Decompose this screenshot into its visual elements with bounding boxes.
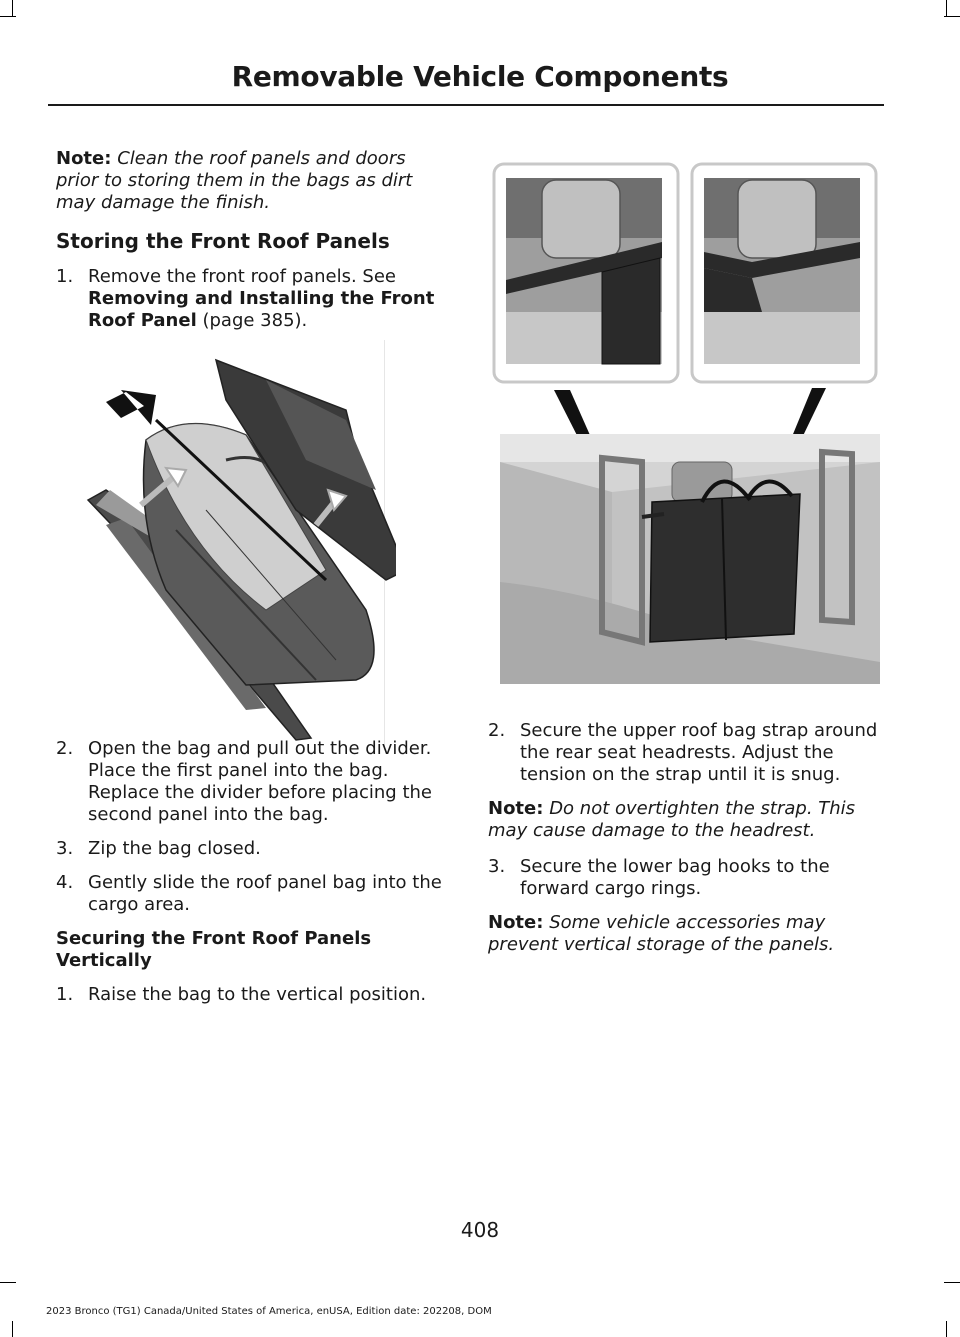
crop-mark [12, 1321, 13, 1337]
crop-mark [944, 16, 960, 17]
roof-panel-bag-vertical [642, 481, 800, 642]
left-column-top [56, 148, 450, 344]
footer-edition-info: 2023 Bronco (TG1) Canada/United States of America, enUSA, Edition date: 202208, DOM [46, 1306, 492, 1317]
headrest-strap-illustration [492, 162, 880, 690]
step-open-bag: 2. Open the bag and pull out the divider. Place the first panel into the bag. Replace the divider before placing the second panel into the bag. [56, 738, 432, 825]
cross-reference-link[interactable]: Removing and Installing the Front Roof Panel [88, 288, 435, 331]
step-secure-strap: 2. Secure the upper roof bag strap around the rear seat headrests. Adjust the tension on the strap until it is snug. [488, 720, 878, 785]
step-secure-hooks: 3. Secure the lower bag hooks to the forward cargo rings. [488, 856, 830, 899]
roof-panel-bag-illustration [66, 340, 396, 750]
page-number: 408 [460, 1218, 500, 1242]
note-clean-panels: Note: Clean the roof panels and doors prior to storing them in the bags as dirt may damage the finish. [56, 148, 413, 213]
insert-arrow-icon [106, 390, 156, 425]
crop-mark [944, 1282, 960, 1283]
right-column [488, 720, 884, 970]
left-column-bottom [56, 738, 450, 1018]
inset-right-headrest [692, 164, 876, 382]
step-raise-bag: 1. Raise the bag to the vertical position. [56, 984, 427, 1005]
step-zip-bag: 3. Zip the bag closed. [56, 838, 261, 859]
section-title-vertical: Securing the Front Roof Panels Vertically [56, 928, 372, 971]
crop-mark [0, 16, 16, 17]
note-accessories: Note: Some vehicle accessories may prevent vertical storage of the panels. [488, 912, 835, 955]
page-header-title: Removable Vehicle Components [231, 60, 729, 93]
crop-mark [946, 0, 947, 16]
crop-mark [946, 1321, 947, 1337]
crop-mark [12, 0, 13, 16]
inset-left-headrest [494, 164, 678, 382]
section-title-storing: Storing the Front Roof Panels [56, 229, 390, 253]
note-overtighten: Note: Do not overtighten the strap. This may cause damage to the headrest. [488, 798, 856, 841]
step-slide-bag: 4. Gently slide the roof panel bag into the cargo area. [56, 872, 442, 915]
step-remove-panels: 1. Remove the front roof panels. See Removing and Installing the Front Roof Panel (page 385). [56, 266, 435, 331]
crop-mark [0, 1282, 16, 1283]
header-divider [48, 104, 884, 106]
